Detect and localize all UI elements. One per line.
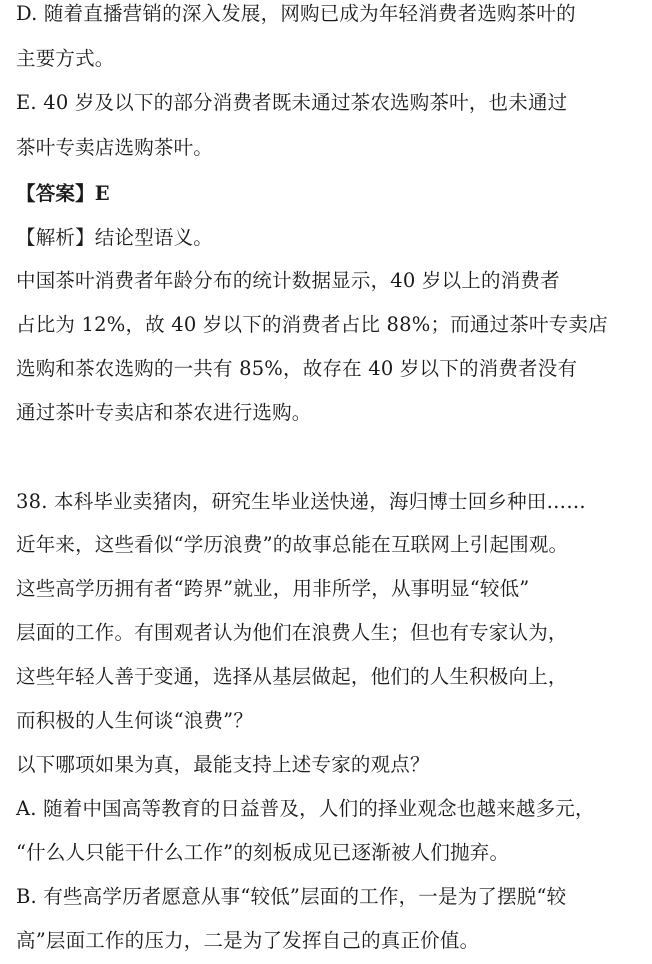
option-a-line-1: A. 随着中国高等教育的日益普及，人们的择业观念也越来越多元， [16,797,595,820]
analysis-line-3: 选购和茶农选购的一共有 85%，故存在 40 岁以下的消费者没有 [16,357,578,380]
analysis-line-4: 通过茶叶专卖店和茶农进行选购。 [16,401,312,424]
answer-label: 【答案】E [16,182,110,205]
option-a-line-2: “什么人只能干什么工作”的刻板成见已逐渐被人们抛弃。 [16,841,510,864]
option-b-line-1: B. 有些高学历者愿意从事“较低”层面的工作，一是为了摆脱“较 [16,885,567,908]
option-d-line-2: 主要方式。 [16,47,115,70]
option-e-line-2: 茶叶专卖店选购茶叶。 [16,136,214,159]
question-38-stem-line-4: 层面的工作。有围观者认为他们在浪费人生；但也有专家认为， [16,621,568,644]
option-e-line-1: E. 40 岁及以下的部分消费者既未通过茶农选购茶叶，也未通过 [16,91,568,114]
option-b-line-2: 高”层面工作的压力，二是为了发挥自己的真正价值。 [16,929,480,952]
question-38-prompt: 以下哪项如果为真，最能支持上述专家的观点？ [16,753,430,776]
question-38-stem-line-2: 近年来，这些看似“学历浪费”的故事总能在互联网上引起围观。 [16,533,569,556]
question-38-stem-line-5: 这些年轻人善于变通，选择从基层做起，他们的人生积极向上， [16,665,568,688]
question-38-stem-line-6: 而积极的人生何谈“浪费”？ [16,709,254,732]
analysis-label: 【解析】结论型语义。 [16,226,214,249]
analysis-line-1: 中国茶叶消费者年龄分布的统计数据显示，40 岁以上的消费者 [16,269,560,292]
question-38-stem-line-1: 38. 本科毕业卖猪肉，研究生毕业送快递，海归博士回乡种田…… [16,490,586,513]
option-d-line-1: D. 随着直播营销的深入发展，网购已成为年轻消费者选购茶叶的 [16,2,576,25]
question-38-stem-line-3: 这些高学历拥有者“跨界”就业，用非所学，从事明显“较低” [16,577,530,600]
analysis-line-2: 占比为 12%，故 40 岁以下的消费者占比 88%；而通过茶叶专卖店 [16,313,608,336]
